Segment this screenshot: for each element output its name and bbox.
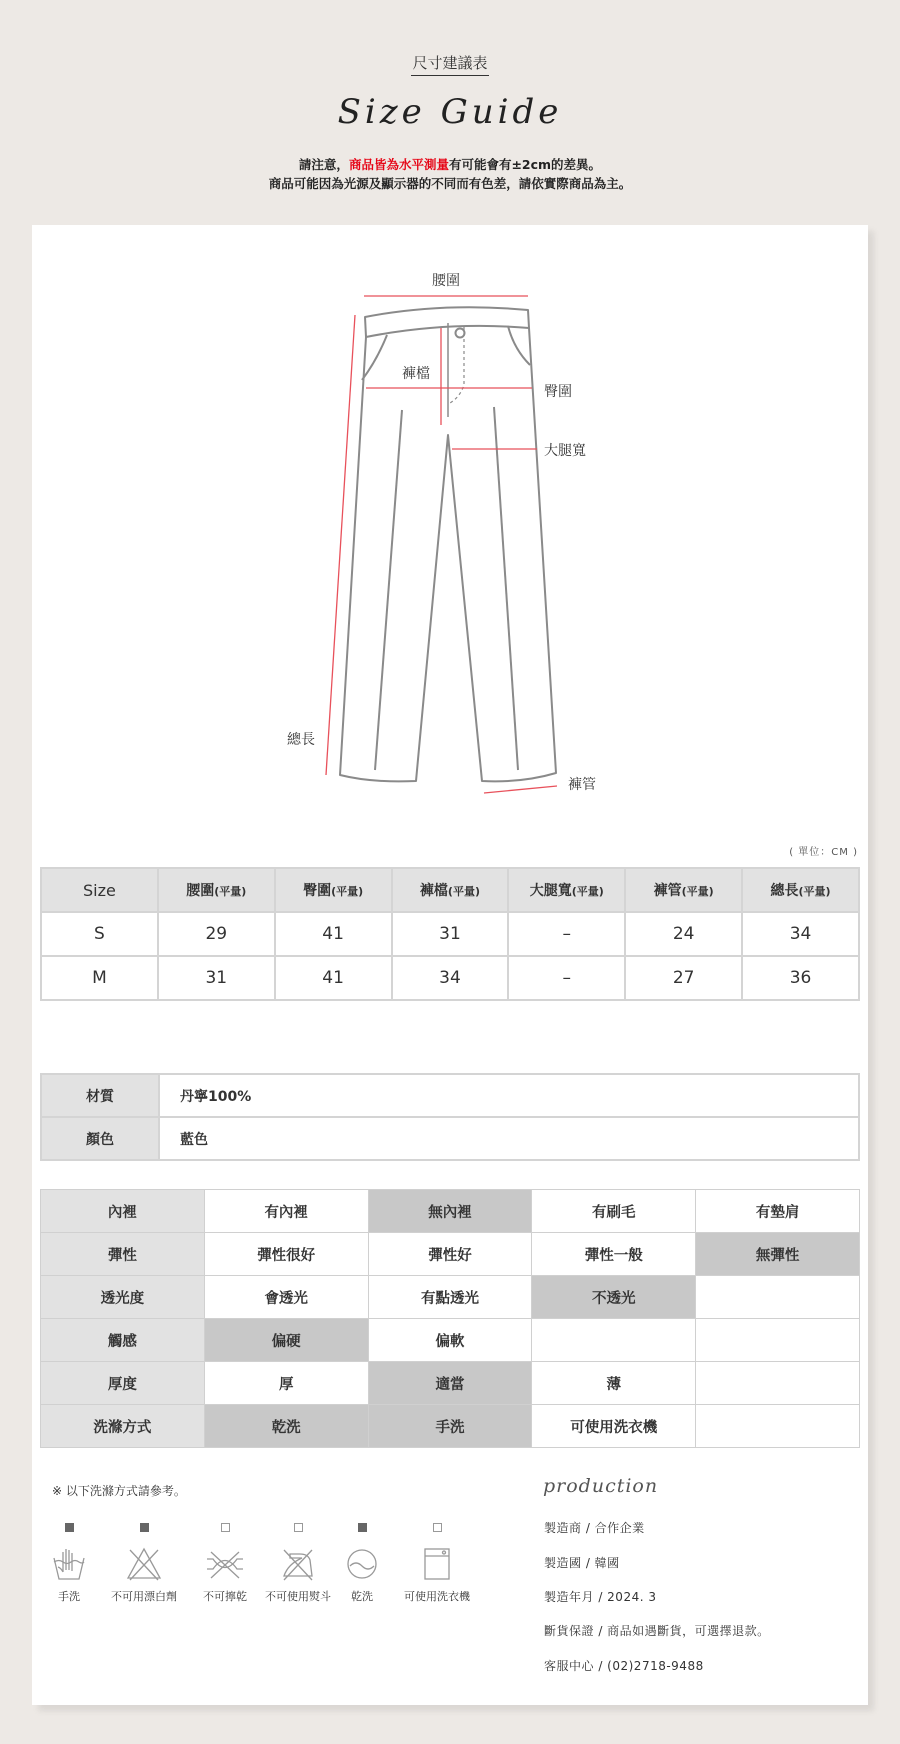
- no-bleach-icon: [126, 1546, 162, 1582]
- pants-illustration: [32, 225, 868, 825]
- attribute-option: [696, 1276, 860, 1319]
- size-chart-kicker: 尺寸建議表: [0, 52, 900, 73]
- attribute-label: 洗滌方式: [41, 1405, 205, 1448]
- attribute-row: [41, 1190, 860, 1233]
- table-cell: –: [508, 956, 625, 1000]
- attribute-option: 不透光: [532, 1276, 696, 1319]
- attribute-option: 彈性很好: [204, 1233, 368, 1276]
- size-cell: S: [41, 912, 158, 956]
- hem-measure-line: [484, 786, 557, 793]
- care-item: 可使用洗衣機: [392, 1523, 482, 1604]
- dry-clean-icon: [344, 1546, 380, 1582]
- care-checkbox: [221, 1523, 230, 1532]
- attribute-option: [696, 1405, 860, 1448]
- care-checkbox: [433, 1523, 442, 1532]
- attribute-option: 彈性一般: [532, 1233, 696, 1276]
- attribute-option: [696, 1319, 860, 1362]
- table-row: [41, 912, 859, 956]
- table-cell: 24: [625, 912, 742, 956]
- attribute-option: 適當: [368, 1362, 532, 1405]
- attribute-row: [41, 1233, 860, 1276]
- country-line: 製造國 / 韓國: [544, 1556, 620, 1570]
- size-column-header: Size: [41, 868, 158, 912]
- product-info-table: [40, 1073, 860, 1161]
- hem-column-header: 褲管(平量): [625, 868, 742, 912]
- thigh-label: 大腿寬: [544, 443, 586, 459]
- care-item: 不可用漂白劑: [104, 1523, 184, 1604]
- care-item: 不可使用熨斗: [258, 1523, 338, 1604]
- table-cell: 31: [392, 912, 509, 956]
- page-title: Size Guide: [337, 92, 563, 132]
- note-highlight: 商品皆為水平測量: [348, 157, 449, 172]
- care-checkbox: [140, 1523, 149, 1532]
- washing-machine-icon: [419, 1546, 455, 1582]
- attribute-option: [532, 1319, 696, 1362]
- pants-diagram: [32, 225, 868, 825]
- attribute-option: 乾洗: [204, 1405, 368, 1448]
- attribute-option: 有內裡: [204, 1190, 368, 1233]
- waist-column-header: 腰圍(平量): [158, 868, 275, 912]
- color-row: [41, 1117, 859, 1160]
- measurement-note: 請注意，商品皆為水平測量有可能會有±2cm的差異。 商品可能因為光源及顯示器的不同而有色差，請依實際商品為主。: [268, 157, 632, 191]
- attribute-label: 厚度: [41, 1362, 205, 1405]
- length-measure-line: [326, 315, 355, 775]
- table-cell: 31: [158, 956, 275, 1000]
- color-value: 藍色: [159, 1117, 859, 1160]
- attribute-option: 薄: [532, 1362, 696, 1405]
- length-label: 總長: [287, 732, 315, 748]
- care-note: ※ 以下洗滌方式請參考。: [52, 1484, 186, 1498]
- no-iron-icon: [280, 1546, 316, 1582]
- attribute-option: 無彈性: [696, 1233, 860, 1276]
- table-row: [41, 956, 859, 1000]
- attribute-option: 有墊肩: [696, 1190, 860, 1233]
- manufacturer-line: 製造商 / 合作企業: [544, 1521, 645, 1535]
- table-cell: 27: [625, 956, 742, 1000]
- hem-label: 褲管: [568, 777, 596, 793]
- attribute-label: 觸感: [41, 1319, 205, 1362]
- attribute-label: 內裡: [41, 1190, 205, 1233]
- attribute-row: [41, 1276, 860, 1319]
- table-cell: 34: [392, 956, 509, 1000]
- table-cell: 36: [742, 956, 859, 1000]
- attribute-label: 彈性: [41, 1233, 205, 1276]
- waist-label: 腰圍: [432, 273, 460, 289]
- size-guide-card: [32, 225, 868, 1705]
- thigh-column-header: 大腿寬(平量): [508, 868, 625, 912]
- care-checkbox: [358, 1523, 367, 1532]
- table-cell: –: [508, 912, 625, 956]
- care-item: 手洗: [44, 1523, 94, 1604]
- care-checkbox: [65, 1523, 74, 1532]
- material-label: 材質: [41, 1074, 159, 1117]
- hand-wash-icon: [51, 1546, 87, 1582]
- care-item: 不可擰乾: [190, 1523, 260, 1604]
- table-cell: 41: [275, 956, 392, 1000]
- customer-service-line: 客服中心 / (02)2718-9488: [544, 1659, 704, 1673]
- table-cell: 41: [275, 912, 392, 956]
- unit-label: ( 單位：CM ): [789, 847, 858, 858]
- material-row: [41, 1074, 859, 1117]
- page-header: [0, 0, 900, 225]
- manufacture-date-line: 製造年月 / 2024. 3: [544, 1590, 657, 1604]
- no-wring-icon: [205, 1546, 245, 1582]
- size-table: [40, 867, 860, 1001]
- table-cell: 29: [158, 912, 275, 956]
- table-cell: 34: [742, 912, 859, 956]
- attribute-option: 手洗: [368, 1405, 532, 1448]
- length-column-header: 總長(平量): [742, 868, 859, 912]
- attribute-row: [41, 1405, 860, 1448]
- attribute-option: 可使用洗衣機: [532, 1405, 696, 1448]
- guarantee-line: 斷貨保證 / 商品如遇斷貨，可選擇退款。: [544, 1624, 770, 1638]
- attribute-option: 偏硬: [204, 1319, 368, 1362]
- size-table-header: [41, 868, 859, 912]
- attribute-row: [41, 1319, 860, 1362]
- attribute-option: 無內裡: [368, 1190, 532, 1233]
- size-cell: M: [41, 956, 158, 1000]
- hip-column-header: 臀圍(平量): [275, 868, 392, 912]
- attribute-option: 有刷毛: [532, 1190, 696, 1233]
- attribute-option: [696, 1362, 860, 1405]
- attribute-label: 透光度: [41, 1276, 205, 1319]
- attribute-row: [41, 1362, 860, 1405]
- hip-label: 臀圍: [544, 384, 572, 400]
- material-value: 丹寧100%: [159, 1074, 859, 1117]
- care-checkbox: [294, 1523, 303, 1532]
- attribute-option: 會透光: [204, 1276, 368, 1319]
- attribute-option: 彈性好: [368, 1233, 532, 1276]
- rise-label: 褲檔: [402, 366, 430, 382]
- product-attributes-table: [40, 1189, 860, 1448]
- color-label: 顏色: [41, 1117, 159, 1160]
- attribute-option: 厚: [204, 1362, 368, 1405]
- attribute-option: 偏軟: [368, 1319, 532, 1362]
- rise-column-header: 褲檔(平量): [392, 868, 509, 912]
- attribute-option: 有點透光: [368, 1276, 532, 1319]
- production-title: production: [543, 1475, 659, 1497]
- care-item: 乾洗: [340, 1523, 384, 1604]
